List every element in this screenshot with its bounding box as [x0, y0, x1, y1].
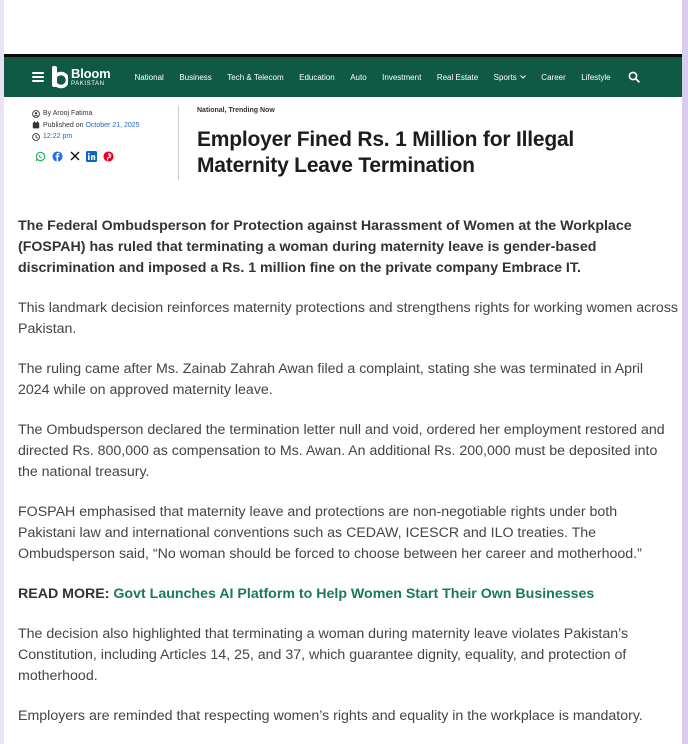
- read-more-label: READ MORE:: [18, 586, 110, 602]
- main-navbar: [4, 54, 682, 97]
- clock-icon: [32, 133, 40, 141]
- x-icon[interactable]: [68, 150, 81, 163]
- bloom-logo-icon: [50, 65, 68, 89]
- user-icon: [32, 110, 40, 118]
- nav-item-auto[interactable]: Auto: [350, 72, 367, 82]
- nav-item-investment[interactable]: Investment: [382, 72, 422, 82]
- linkedin-icon[interactable]: [85, 150, 98, 163]
- nav-menu: [134, 71, 640, 83]
- article-paragraph: The Ombudsperson declared the termination letter null and void, ordered her employment restored and directed Rs. 800,000 as compensation to Ms. Awan. An additional Rs. 200,000 must be deposited into the national treasury.: [18, 422, 665, 480]
- read-more: [18, 584, 678, 605]
- nav-item-sports[interactable]: [494, 73, 526, 82]
- published-row: [32, 120, 172, 132]
- article-meta: [32, 108, 172, 163]
- site-logo[interactable]: [50, 65, 110, 89]
- time-row: [32, 131, 172, 143]
- logo-title: Bloom: [71, 66, 111, 81]
- author-name[interactable]: By Arooj Fatima: [43, 110, 93, 118]
- nav-item-career[interactable]: Career: [541, 72, 566, 82]
- chevron-down-icon: [520, 75, 526, 79]
- published-date: October 21, 2025: [85, 121, 140, 129]
- meta-divider: [178, 106, 179, 180]
- article-body: [18, 216, 678, 744]
- article-paragraph: The ruling came after Ms. Zainab Zahrah Awan filed a complaint, stating she was terminated in April 2024 while on approved maternity leave.: [18, 361, 644, 398]
- facebook-icon[interactable]: [51, 150, 64, 163]
- whatsapp-icon[interactable]: [34, 150, 47, 163]
- menu-icon[interactable]: [32, 72, 44, 82]
- nav-item-sports-label: Sports: [493, 72, 517, 82]
- article-lead: The Federal Ombudsperson for Protection against Harassment of Women at the Workplace (FOSPAH) has ruled that terminating a woman during maternity leave is gender-based discrimination and imposed a Rs. 1 million fine on the private company Embrace IT.: [18, 218, 632, 276]
- search-icon[interactable]: [628, 71, 640, 83]
- article-title: Employer Fined Rs. 1 Million for Illegal Maternity Leave Termination: [197, 128, 575, 177]
- article-paragraph: Employers are reminded that respecting women’s rights and equality in the workplace is mandatory.: [18, 708, 643, 724]
- nav-item-education[interactable]: Education: [299, 72, 335, 82]
- author-row: [32, 108, 172, 120]
- nav-item-real-estate[interactable]: Real Estate: [436, 72, 479, 82]
- share-bar: [34, 150, 172, 163]
- nav-item-tech-telecom[interactable]: Tech & Telecom: [227, 72, 284, 82]
- article-paragraph: This landmark decision reinforces maternity protections and strengthens rights for working women across Pakistan.: [18, 300, 679, 337]
- scrollbar-track[interactable]: [682, 0, 688, 744]
- logo-subtitle: PAKISTAN: [71, 81, 105, 87]
- nav-item-business[interactable]: Business: [179, 72, 212, 82]
- nav-item-national[interactable]: National: [134, 72, 164, 82]
- article-page: [4, 0, 682, 744]
- article-paragraph: FOSPAH emphasised that maternity leave and protections are non-negotiable rights under both Pakistani law and international conventions such as CEDAW, ICESCR and ILO treaties. The Ombudsperson said, “No woman should be forced to choose between her career and motherhood.”: [18, 504, 642, 562]
- published-label: Published on: [43, 121, 84, 129]
- published-time: 12:22 pm: [43, 133, 73, 141]
- article-categories[interactable]: National, Trending Now: [197, 107, 275, 114]
- pinterest-icon[interactable]: [102, 150, 115, 163]
- article-paragraph: The decision also highlighted that terminating a woman during maternity leave violates Pakistan’s Constitution, including Articles 14, 25, and 37, which guarantee dignity, equality, and protection of motherhood.: [18, 626, 629, 684]
- read-more-link[interactable]: Govt Launches AI Platform to Help Women Start Their Own Businesses: [113, 586, 595, 602]
- nav-item-lifestyle[interactable]: Lifestyle: [581, 72, 611, 82]
- calendar-icon: [32, 121, 40, 129]
